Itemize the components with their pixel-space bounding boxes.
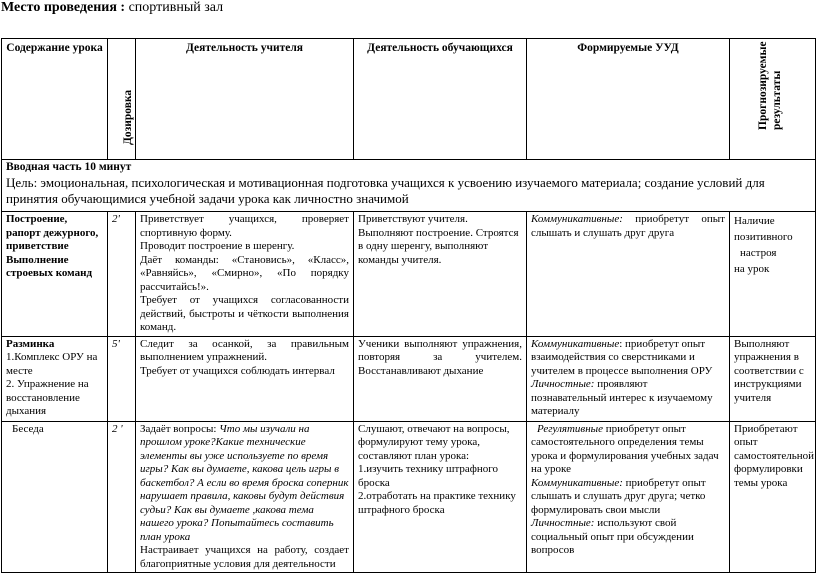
row2-uud-text-1: : приобретут опыт взаимодействия со сверстниками и учителем в процессе выполнения ОРУ <box>531 337 713 377</box>
row2-uud-label-1: Коммуникативные <box>531 337 620 350</box>
intro-title: Вводная часть 10 минут <box>6 161 132 173</box>
header-row <box>2 39 816 160</box>
row3-results: Приобретают опыт самостоятельной формулировки темы урока <box>730 421 816 573</box>
row1-content: Построение, рапорт дежурного, приветствие Выполнение строевых команд <box>2 212 108 337</box>
row1-results-line: на урок <box>734 263 770 275</box>
row1-teacher-line: Требует от учащихся согласованности действий, быстроты и чёткости выполнения команд. <box>140 294 349 333</box>
row1-teacher-line: Приветствует учащихся, проверяет спортивную форму. <box>140 213 349 239</box>
header-students: Деятельность обучающихся <box>354 39 527 160</box>
venue-label: Место проведения : <box>1 0 126 15</box>
row3-content: Беседа <box>2 421 108 573</box>
intro-row <box>2 160 816 212</box>
row2-teacher-line: Требует от учащихся соблюдать интервал <box>140 364 335 377</box>
row1-teacher-line: Проводит построение в шеренгу. <box>140 240 295 252</box>
header-teacher: Деятельность учителя <box>136 39 354 160</box>
row1-teacher-line: Даёт команды: «Становись», «Класс», «Равняйсь», «Смирно», «По порядку рассчитайсь!». <box>140 253 349 293</box>
row3-students-line: 1.изучить технику штрафного броска <box>358 463 499 489</box>
row2-uud-text-2: проявляют познавательный интерес к изучаемому материалу <box>531 378 713 417</box>
header-dosage <box>108 39 136 160</box>
row1-teacher <box>136 212 354 337</box>
row2-content-item: 2. Упражнение на восстановление дыхания <box>6 378 89 417</box>
row1-uud-label: Коммуникативные: <box>531 213 623 225</box>
row3-teacher-questions: Что мы изучали на прошлом уроке?Какие технические элементы вы уже используете по время игры? Как вы думаете, какова цель игры в баскетбол? А если во время броска соперник нарушает правила, каковы будут действия судьи? Как вы думаете ,какова тема нашего урока? Попытайтесь составить план урока <box>140 422 349 543</box>
venue-line <box>1 0 223 16</box>
header-dosage-text: Дозировка <box>121 89 134 145</box>
row2-uud-label-2: Личностные: <box>531 378 595 390</box>
row3-dosage: 2 ' <box>108 421 136 573</box>
row3-students-line: Слушают, отвечают на вопросы, формулируют тему урока, составляют план урока: <box>358 422 510 462</box>
row2-content-title: Разминка <box>6 337 55 350</box>
row2-teacher <box>136 336 354 421</box>
row1-results <box>730 212 816 337</box>
header-content: Содержание урока <box>2 39 108 160</box>
row3-uud-label-1: Регулятивные <box>537 422 603 435</box>
row2-uud <box>527 336 730 421</box>
row2-teacher-line: Следит за осанкой, за правильным выполнением упражнений. <box>140 337 349 363</box>
header-results-text: Прогнозируемые результаты <box>757 41 783 130</box>
row3-uud-text-2: приобретут опыт слышать и слушать друг друга; четко формулировать свои мысли <box>531 476 706 516</box>
row3-teacher-lead: Задаёт вопросы: <box>140 422 220 435</box>
row3-uud-label-2: Коммуникативные: <box>531 476 623 489</box>
row3-students-line: 2.отработать на практике технику штрафного броска <box>358 490 516 516</box>
row2-content <box>2 336 108 421</box>
row2-students: Ученики выполняют упражнения, повторяя за учителем. Восстанавливают дыхание <box>354 336 527 421</box>
row3-students <box>354 421 527 573</box>
intro-goal: Цель: эмоциональная, психологическая и мотивационная подготовка учащихся к усвоению изучаемого материала; создание условий для принятия обучающимися учебной задачи урока как личностно значимой <box>6 174 765 206</box>
venue-value: спортивный зал <box>128 0 224 15</box>
row2-content-item: 1.Комплекс ОРУ на месте <box>6 351 98 377</box>
row1-students: Приветствуют учителя. Выполняют построение. Строятся в одну шеренгу, выполняют команды учителя. <box>354 212 527 337</box>
table-row <box>2 212 816 337</box>
row1-results-line: Наличие <box>734 215 775 227</box>
row3-uud-text-3: используют свой социальный опыт при обсуждении вопросов <box>531 517 694 556</box>
table-row <box>2 336 816 421</box>
row2-dosage: 5' <box>108 336 136 421</box>
table-row <box>2 421 816 573</box>
row1-dosage: 2' <box>108 212 136 337</box>
row1-results-line: настроя <box>740 247 777 259</box>
row1-uud-text: приобретут опыт слышать и слушать друг друга <box>531 213 725 239</box>
row3-uud-label-3: Личностные: <box>531 517 595 529</box>
row3-uud <box>527 421 730 573</box>
header-results <box>730 39 816 160</box>
lesson-table <box>1 38 816 573</box>
intro-cell <box>2 160 816 212</box>
row1-results-line: позитивного <box>734 231 793 243</box>
row3-teacher <box>136 421 354 573</box>
row3-uud-text-1: приобретут опыт самостоятельного определения темы урока и формулирования учебных задач на уроке <box>531 422 719 475</box>
row1-uud <box>527 212 730 337</box>
row3-teacher-tail: Настраивает учащихся на работу, создает благоприятные условия для деятельности <box>140 544 349 570</box>
header-uud: Формируемые УУД <box>527 39 730 160</box>
row2-results: Выполняют упражнения в соответствии с инструкциями учителя <box>730 336 816 421</box>
